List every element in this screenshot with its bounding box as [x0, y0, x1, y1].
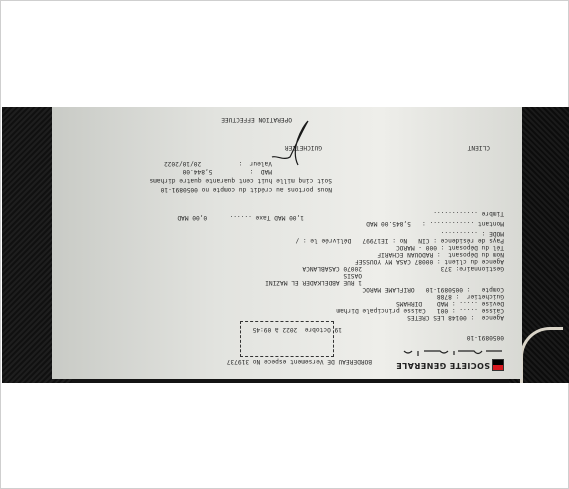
agence-client: Agence du client : 00087 CASA MY YOUSSEF — [354, 258, 504, 265]
montant: Montant ............ : 5,845.00 MAD — [366, 220, 504, 227]
address-line-2: OASIS — [343, 272, 362, 279]
guichetier-label: GUICHETIER — [284, 144, 322, 151]
credit-line: Nous portons au crédit du compte no 0050891-10 — [160, 186, 332, 193]
arabic-logo-text-icon — [400, 349, 504, 357]
guichetier-stamp-box — [240, 321, 334, 357]
agency: Agence : 00148 LES CRETES — [407, 314, 504, 321]
amount-in-words: Soit cinq mille huit cent quarante quatre dirhams — [149, 177, 332, 184]
frais: 1,00 MAD Taxe ...... 0,00 MAD — [177, 214, 304, 221]
address-line-3: 20070 CASABLANCA — [302, 265, 362, 272]
mad-value: MAD : 5,844.00 — [182, 168, 272, 175]
account-number: 0050891-10 — [466, 334, 504, 341]
date-time: 19 Octobre 2022 à 09:45 — [252, 326, 342, 333]
bank-logo-icon — [492, 359, 504, 371]
cashier: Caisse ..... : 001 Caisse principale Dirham — [336, 307, 504, 314]
address-line-1: 1 RUE ABDELKADER EL MAZINI — [265, 279, 362, 286]
guichetier: Guichetier : 8788 — [436, 293, 504, 300]
mode: MODE : .......... — [440, 230, 504, 237]
receipt-paper — [52, 107, 522, 379]
valeur-date: Valeur : 20/10/2022 — [163, 160, 272, 167]
timbre: Timbre ............ — [433, 210, 504, 217]
operation-status: OPERATION EFFECTUEE — [221, 116, 292, 123]
depositor-phone: Tél du Déposant : 000 - MAROC — [395, 244, 504, 251]
account-line: Compte : 0050891-10 ORIFLAME MAROC — [362, 286, 504, 293]
signature-mark — [242, 113, 322, 173]
id-document: Pays de résidence : CIN No : IE17997 Délivrée le : / — [295, 237, 504, 244]
devise: Devise ..... : MAD DIRHAMS — [395, 300, 504, 307]
receipt-title: BORDEREAU DE Versement espece No 319737 — [226, 358, 372, 365]
bank-name: SOCIETE GENERALE — [395, 361, 490, 370]
gestionnaire: Gestionnaire: 373 — [440, 265, 504, 272]
depositor-name: Nom du Déposant : RADOUAN ECHARIF — [377, 251, 504, 258]
client-label: CLIENT — [467, 144, 490, 151]
photo — [2, 107, 569, 383]
